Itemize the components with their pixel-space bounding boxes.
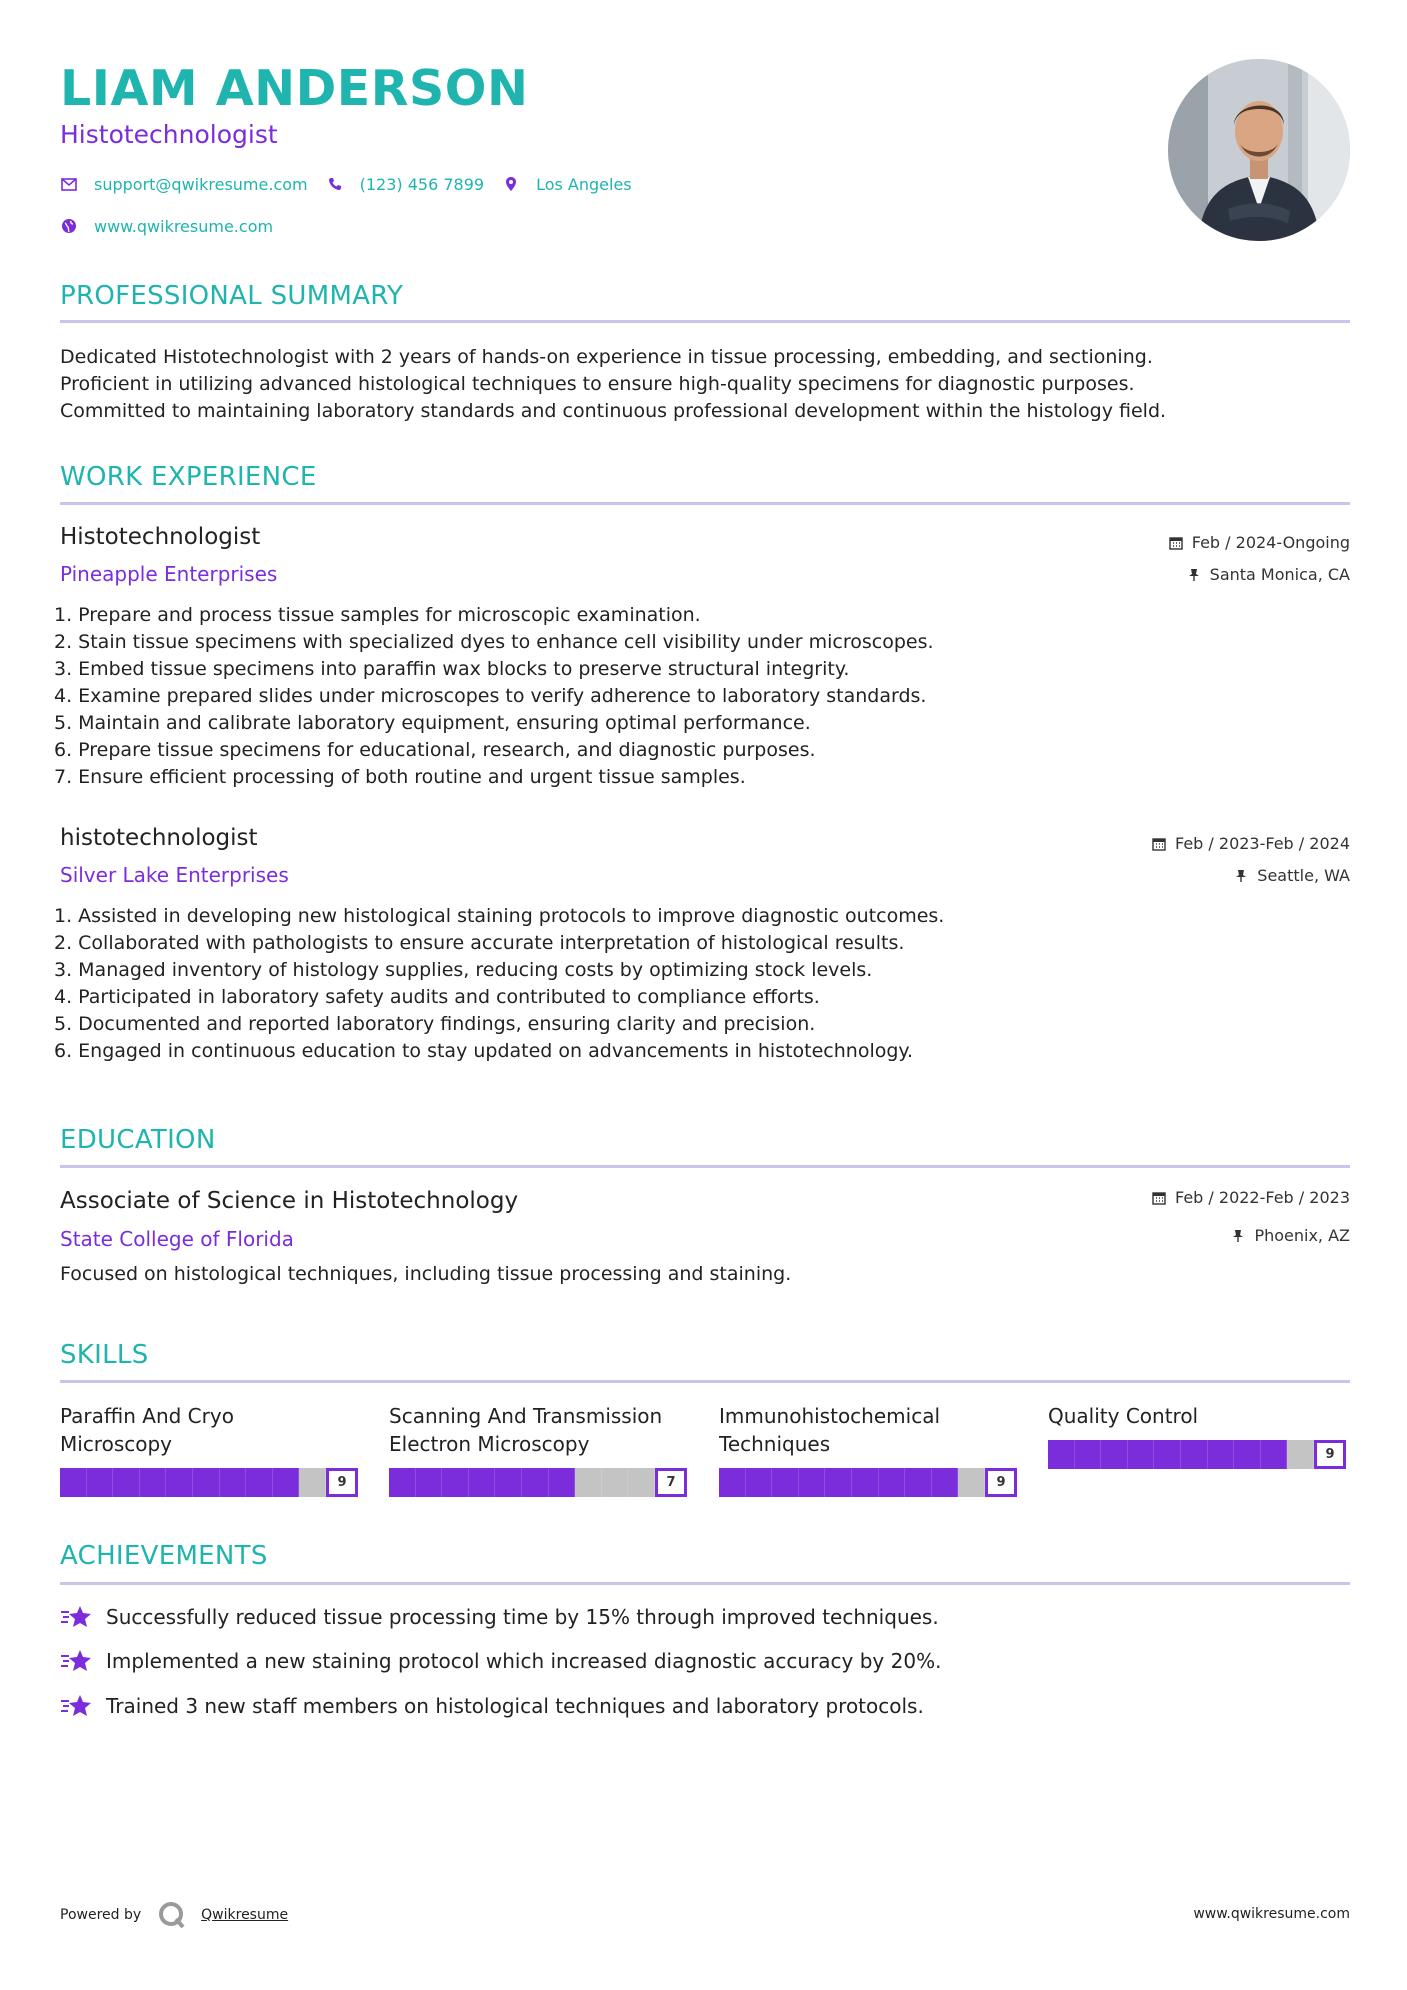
location-text: Los Angeles [536, 174, 632, 194]
skill-score: 9 [1314, 1440, 1346, 1469]
achievement-text: Implemented a new staining protocol which increased diagnostic accuracy by 20%. [106, 1649, 942, 1673]
skill-segment [825, 1468, 852, 1497]
job-location-text: Santa Monica, CA [1209, 565, 1350, 584]
skill-segment [746, 1468, 773, 1497]
skills-heading: SKILLS [60, 1340, 149, 1370]
list-item: 4. Participated in laboratory safety audits and contributed to compliance efforts. [54, 986, 820, 1008]
skill-name [719, 1402, 1019, 1458]
skill-item [389, 1402, 689, 1490]
achievement-item [60, 1647, 941, 1675]
summary-line: Committed to maintaining laboratory standards and continuous professional development within the histology field. [60, 400, 1167, 422]
pushpin-icon [1230, 1228, 1246, 1244]
skill-segment [1181, 1440, 1208, 1469]
skill-bar [60, 1468, 326, 1497]
list-item: 2. Collaborated with pathologists to ensure accurate interpretation of histological results. [54, 932, 905, 954]
skill-item [1048, 1402, 1348, 1462]
footer-powered-by [60, 1900, 288, 1930]
job-dates [1168, 533, 1350, 552]
skill-segment [852, 1468, 879, 1497]
skill-name-line: Microscopy [60, 1432, 173, 1456]
job-company: Silver Lake Enterprises [60, 863, 289, 887]
section-divider [60, 502, 1350, 505]
job-dates-text: Feb / 2023-Feb / 2024 [1175, 834, 1350, 853]
skill-segment [495, 1468, 522, 1497]
skill-segment [140, 1468, 167, 1497]
contact-row [60, 172, 650, 196]
skill-item [719, 1402, 1019, 1490]
skill-bar [719, 1468, 985, 1497]
envelope-icon [60, 175, 78, 193]
skill-segment [113, 1468, 140, 1497]
skill-segment [628, 1468, 655, 1497]
skill-segment [879, 1468, 906, 1497]
list-item: 6. Engaged in continuous education to stay updated on advancements in histotechnology. [54, 1040, 913, 1062]
list-item: 1. Prepare and process tissue samples for microscopic examination. [54, 604, 701, 626]
skill-name-line: Techniques [719, 1432, 831, 1456]
phone-icon [326, 175, 344, 193]
list-item: 3. Managed inventory of histology supplies, reducing costs by optimizing stock levels. [54, 959, 873, 981]
education-description: Focused on histological techniques, including tissue processing and staining. [60, 1263, 792, 1285]
star-icon [60, 1603, 92, 1631]
skill-segment [575, 1468, 602, 1497]
list-item: 7. Ensure efficient processing of both routine and urgent tissue samples. [54, 766, 746, 788]
profile-photo [1168, 59, 1350, 241]
section-divider [60, 1582, 1350, 1585]
skill-name-line: Immunohistochemical [719, 1404, 941, 1428]
skill-name-line: Paraffin And Cryo [60, 1404, 234, 1428]
job-title: histotechnologist [60, 825, 258, 851]
skill-segment [1048, 1440, 1075, 1469]
skill-segment [469, 1468, 496, 1497]
skill-bar [1048, 1440, 1314, 1469]
skill-segment [60, 1468, 87, 1497]
skill-item [60, 1402, 360, 1490]
skill-rating [60, 1468, 358, 1497]
skill-segment [193, 1468, 220, 1497]
section-divider [60, 1165, 1350, 1168]
skill-segment [416, 1468, 443, 1497]
skill-name [60, 1402, 360, 1458]
education-dates-text: Feb / 2022-Feb / 2023 [1175, 1188, 1350, 1207]
skill-segment [1261, 1440, 1288, 1469]
map-pin-icon [502, 175, 520, 193]
star-icon [60, 1647, 92, 1675]
skill-segment [549, 1468, 576, 1497]
education-location-text: Phoenix, AZ [1254, 1226, 1350, 1245]
skill-segment [799, 1468, 826, 1497]
skill-segment [1234, 1440, 1261, 1469]
skill-name-line: Scanning And Transmission [389, 1404, 663, 1428]
pushpin-icon [1186, 567, 1202, 583]
skill-segment [932, 1468, 959, 1497]
job-location-text: Seattle, WA [1257, 866, 1350, 885]
qwikresume-link[interactable]: Qwikresume [201, 1907, 289, 1923]
footer-url[interactable]: www.qwikresume.com [1193, 1906, 1350, 1922]
education-heading: EDUCATION [60, 1125, 216, 1155]
skill-name-line: Quality Control [1048, 1404, 1199, 1428]
skill-segment [1075, 1440, 1102, 1469]
degree-title: Associate of Science in Histotechnology [60, 1188, 519, 1214]
pushpin-icon [1233, 868, 1249, 884]
job-location [1186, 565, 1350, 584]
achievement-item [60, 1603, 939, 1631]
education-location [1230, 1226, 1350, 1245]
phone-number[interactable]: (123) 456 7899 [359, 174, 485, 194]
list-item: 5. Documented and reported laboratory findings, ensuring clarity and precision. [54, 1013, 816, 1035]
job-company: Pineapple Enterprises [60, 562, 278, 586]
achievement-text: Trained 3 new staff members on histological techniques and laboratory protocols. [106, 1694, 924, 1718]
job-title: Histotechnologist [60, 524, 261, 550]
skill-segment [719, 1468, 746, 1497]
summary-line: Proficient in utilizing advanced histological techniques to ensure high-quality specimens for diagnostic purposes. [60, 373, 1135, 395]
job-duties [54, 903, 1344, 1065]
skill-segment [1208, 1440, 1235, 1469]
list-item: 4. Examine prepared slides under microscopes to verify adherence to laboratory standards. [54, 685, 927, 707]
skill-segment [389, 1468, 416, 1497]
star-icon [60, 1692, 92, 1720]
website-row [60, 214, 291, 238]
skill-rating [389, 1468, 687, 1497]
skill-segment [273, 1468, 300, 1497]
globe-icon [60, 217, 78, 235]
skill-name-line: Electron Microscopy [389, 1432, 590, 1456]
calendar-icon [1151, 836, 1167, 852]
achievement-item [60, 1692, 924, 1720]
achievements-heading: ACHIEVEMENTS [60, 1541, 268, 1571]
skill-segment [522, 1468, 549, 1497]
section-divider [60, 320, 1350, 323]
skill-segment [87, 1468, 114, 1497]
job-dates-text: Feb / 2024-Ongoing [1191, 533, 1350, 552]
skill-score: 7 [655, 1468, 687, 1497]
list-item: 2. Stain tissue specimens with specialized dyes to enhance cell visibility under microscopes. [54, 631, 934, 653]
skill-name [389, 1402, 689, 1458]
calendar-icon [1151, 1190, 1167, 1206]
experience-heading: WORK EXPERIENCE [60, 462, 317, 492]
website-link[interactable]: www.qwikresume.com [94, 216, 274, 236]
skill-rating [1048, 1440, 1346, 1469]
skill-segment [1101, 1440, 1128, 1469]
section-divider [60, 1380, 1350, 1383]
skill-segment [772, 1468, 799, 1497]
skill-segment [905, 1468, 932, 1497]
candidate-role: Histotechnologist [60, 120, 278, 149]
skill-rating [719, 1468, 1017, 1497]
summary-line: Dedicated Histotechnologist with 2 years of hands-on experience in tissue processing, embedding, and sectioning. [60, 346, 1153, 368]
skill-score: 9 [326, 1468, 358, 1497]
skill-segment [166, 1468, 193, 1497]
list-item: 3. Embed tissue specimens into paraffin wax blocks to preserve structural integrity. [54, 658, 850, 680]
skill-segment [602, 1468, 629, 1497]
job-duties [54, 602, 1344, 791]
skill-segment [1128, 1440, 1155, 1469]
school-name: State College of Florida [60, 1227, 294, 1251]
calendar-icon [1168, 535, 1184, 551]
education-dates [1151, 1188, 1350, 1207]
qwikresume-logo-icon [157, 1900, 187, 1930]
email-link[interactable]: support@qwikresume.com [94, 174, 308, 194]
powered-by-label: Powered by [60, 1907, 142, 1923]
achievement-text: Successfully reduced tissue processing time by 15% through improved techniques. [106, 1605, 939, 1629]
job-dates [1151, 834, 1350, 853]
skill-segment [220, 1468, 247, 1497]
skill-score: 9 [985, 1468, 1017, 1497]
candidate-name: LIAM ANDERSON [60, 60, 529, 117]
skill-segment [958, 1468, 985, 1497]
list-item: 5. Maintain and calibrate laboratory equipment, ensuring optimal performance. [54, 712, 811, 734]
job-location [1233, 866, 1350, 885]
skill-bar [389, 1468, 655, 1497]
skill-segment [1154, 1440, 1181, 1469]
summary-heading: PROFESSIONAL SUMMARY [60, 281, 404, 311]
skill-segment [246, 1468, 273, 1497]
list-item: 6. Prepare tissue specimens for educational, research, and diagnostic purposes. [54, 739, 816, 761]
skill-segment [1287, 1440, 1314, 1469]
summary-text [60, 344, 1350, 425]
list-item: 1. Assisted in developing new histological staining protocols to improve diagnostic outcomes. [54, 905, 945, 927]
skill-segment [299, 1468, 326, 1497]
skill-segment [442, 1468, 469, 1497]
